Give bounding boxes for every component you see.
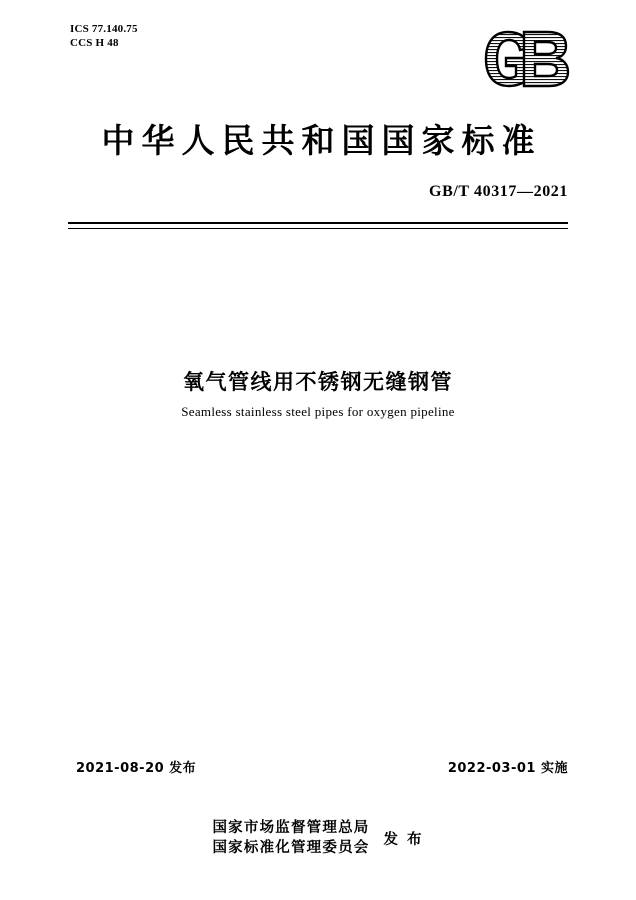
issuing-organizations bbox=[0, 818, 636, 858]
standard-number: GB/T 40317—2021 bbox=[429, 183, 568, 200]
document-title-chinese: 氧气管线用不锈钢无缝钢管 bbox=[183, 370, 453, 394]
national-standard-title: 中华人民共和国国家标准 bbox=[101, 121, 542, 160]
effective-date: 2022-03-01 实施 bbox=[447, 761, 568, 776]
issue-date: 2021-08-20 发布 bbox=[76, 761, 197, 776]
document-title-english: Seamless stainless steel pipes for oxygen pipeline bbox=[181, 404, 455, 419]
issuer-names bbox=[212, 818, 369, 858]
issuer-line-2: 国家标准化管理委员会 bbox=[212, 840, 370, 856]
ccs-code: CCS H 48 bbox=[70, 37, 119, 49]
gb-national-standard-emblem-icon bbox=[464, 22, 574, 96]
ics-code: ICS 77.140.75 bbox=[70, 23, 138, 35]
divider-thin bbox=[68, 228, 568, 229]
classification-codes bbox=[70, 22, 138, 50]
publish-word: 发 布 bbox=[383, 831, 424, 848]
divider-thick bbox=[68, 222, 568, 224]
issuer-line-1: 国家市场监督管理总局 bbox=[212, 820, 370, 836]
